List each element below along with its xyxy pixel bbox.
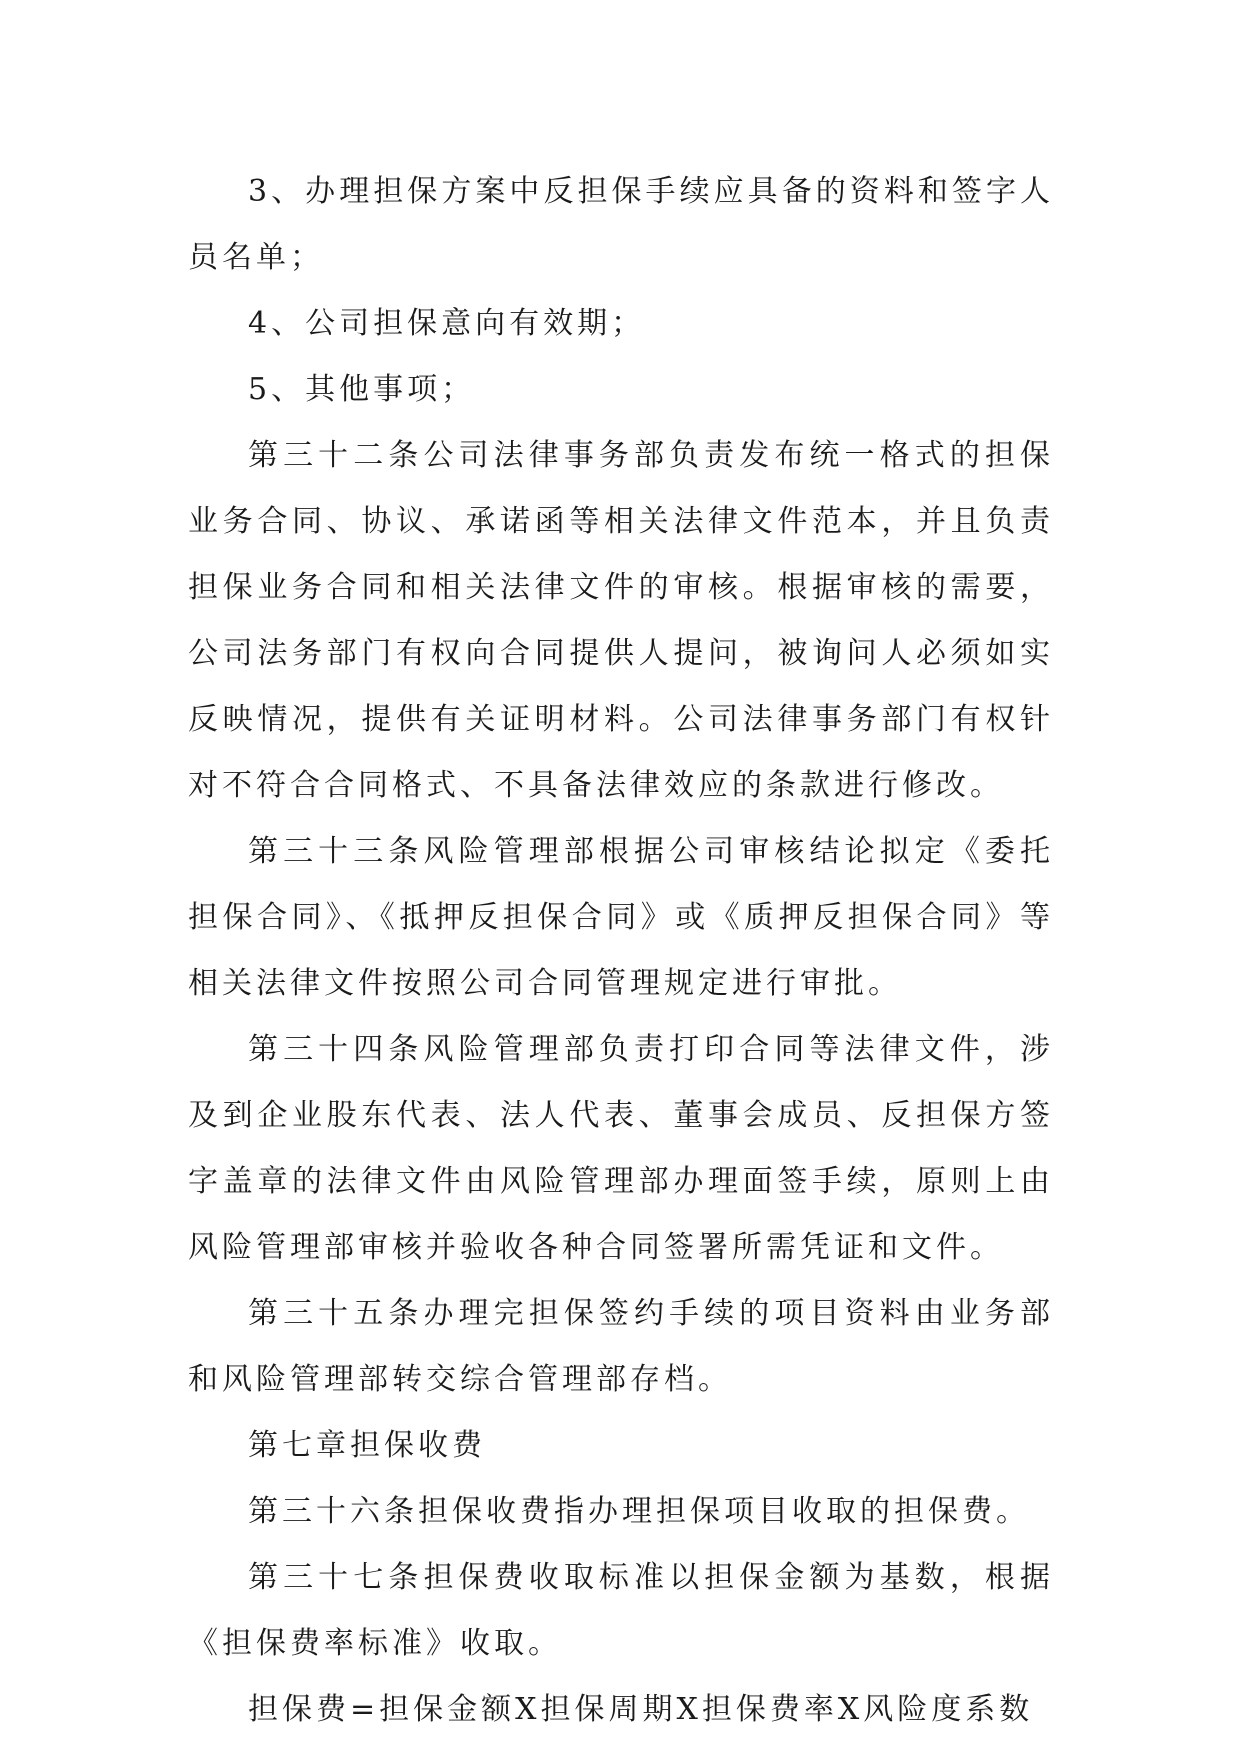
paragraph-item-4: 4、公司担保意向有效期； bbox=[248, 306, 646, 341]
paragraph-article-37: 第三十七条担保费收取标准以担保金额为基数，根据《担保费率标准》收取。 bbox=[188, 1560, 1054, 1661]
document-body bbox=[188, 159, 1054, 1743]
fee-formula: 担保费=担保金额X担保周期X担保费率X风险度系数 bbox=[248, 1692, 1034, 1727]
paragraph-item-5: 5、其他事项； bbox=[248, 372, 476, 407]
paragraph-article-34: 第三十四条风险管理部负责打印合同等法律文件，涉及到企业股东代表、法人代表、董事会成员、反担保方签字盖章的法律文件由风险管理部办理面签手续，原则上由风险管理部审核并验收各种合同签署所需凭证和文件。 bbox=[188, 1032, 1054, 1265]
paragraph-article-35: 第三十五条办理完担保签约手续的项目资料由业务部和风险管理部转交综合管理部存档。 bbox=[188, 1296, 1054, 1397]
paragraph-article-32: 第三十二条公司法律事务部负责发布统一格式的担保业务合同、协议、承诺函等相关法律文件范本，并且负责担保业务合同和相关法律文件的审核。根据审核的需要，公司法务部门有权向合同提供人提问，被询问人必须如实反映情况，提供有关证明材料。公司法律事务部门有权针对不符合合同格式、不具备法律效应的条款进行修改。 bbox=[188, 438, 1054, 803]
chapter-heading: 第七章担保收费 bbox=[248, 1428, 486, 1463]
paragraph-article-33: 第三十三条风险管理部根据公司审核结论拟定《委托担保合同》、《抵押反担保合同》或《质押反担保合同》等相关法律文件按照公司合同管理规定进行审批。 bbox=[188, 834, 1054, 1001]
paragraph-item-3: 3、办理担保方案中反担保手续应具备的资料和签字人员名单； bbox=[188, 174, 1054, 275]
paragraph-article-36: 第三十六条担保收费指办理担保项目收取的担保费。 bbox=[248, 1494, 1030, 1529]
